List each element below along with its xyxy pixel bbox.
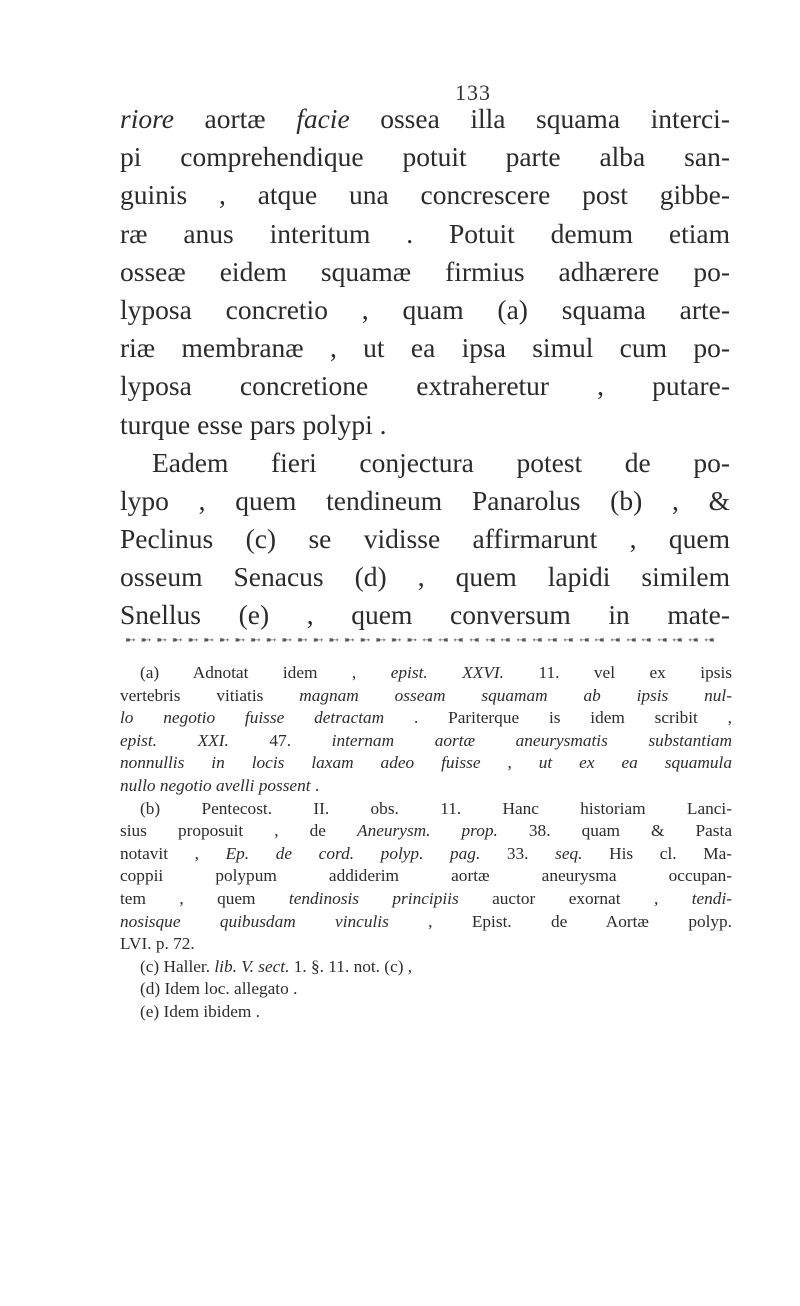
footnote-line: tem , quem tendinosis principiis auctor exornat , tendi- bbox=[120, 888, 732, 908]
text-line: pi comprehendique potuit parte alba san- bbox=[120, 141, 730, 173]
ornament-glyph: ➸ bbox=[469, 633, 480, 647]
ornament-glyph: ➸ bbox=[328, 633, 340, 647]
footnote-line: epist. XXI. 47. internam aortæ aneurysmatis substantiam bbox=[120, 730, 732, 750]
ornament-glyph: ➸ bbox=[125, 633, 136, 647]
ornament-glyph: ➸ bbox=[516, 633, 527, 647]
footnote-e: (e) Idem ibidem . bbox=[140, 1001, 260, 1021]
text-line: turque esse pars polypi . bbox=[120, 408, 387, 440]
ornament-glyph: ➸ bbox=[422, 633, 434, 647]
footnotes bbox=[120, 662, 732, 1024]
footnote-line: LVI. p. 72. bbox=[120, 934, 195, 954]
footnote-line: sius proposuit , de Aneurysm. prop. 38. quam & Pasta bbox=[120, 821, 732, 841]
ornament-glyph: ➸ bbox=[547, 633, 559, 647]
ornament-glyph: ➸ bbox=[203, 633, 215, 647]
ornament-divider bbox=[125, 633, 715, 647]
text-line: guinis , atque una concrescere post gibbe- bbox=[120, 179, 730, 211]
text-line: Peclinus (c) se vidisse affirmarunt , quem bbox=[120, 523, 730, 555]
ornament-glyph: ➸ bbox=[156, 633, 168, 647]
ornament-glyph: ➸ bbox=[703, 633, 715, 647]
ornament-glyph: ➸ bbox=[343, 633, 355, 647]
footnote-b: (b) Pentecost. II. obs. 11. Hanc historiam Lanci- bbox=[140, 798, 732, 818]
footnote-line: nonnullis in locis laxam adeo fuisse , ut ex ea squamula bbox=[120, 753, 732, 773]
page-number: 133 bbox=[455, 80, 491, 105]
footnote-line: lo negotio fuisse detractam . Pariterque is idem scribit , bbox=[120, 708, 732, 728]
ornament-glyph: ➸ bbox=[390, 633, 402, 647]
ornament-glyph: ➸ bbox=[484, 633, 496, 647]
text-line: osseæ eidem squamæ firmius adhærere po- bbox=[120, 255, 730, 287]
text-line: Eadem fieri conjectura potest de po- bbox=[152, 446, 730, 478]
ornament-glyph: ➸ bbox=[265, 633, 277, 647]
ornament-glyph: ➸ bbox=[234, 633, 246, 647]
ornament-glyph: ➸ bbox=[562, 633, 574, 647]
main-text bbox=[120, 100, 730, 635]
ornament-glyph: ➸ bbox=[140, 633, 152, 647]
footnote-a: (a) Adnotat idem , epist. XXVI. 11. vel ex ipsis bbox=[140, 663, 732, 682]
ornament-glyph: ➸ bbox=[297, 633, 308, 647]
ornament-glyph: ➸ bbox=[437, 633, 449, 647]
ornament-glyph: ➸ bbox=[375, 633, 387, 647]
ornament-glyph: ➸ bbox=[187, 633, 199, 647]
text-line: osseum Senacus (d) , quem lapidi similem bbox=[120, 561, 730, 593]
ornament-glyph: ➸ bbox=[218, 633, 230, 647]
ornament-glyph: ➸ bbox=[453, 633, 465, 647]
ornament-glyph: ➸ bbox=[625, 633, 637, 647]
ornament-glyph: ➸ bbox=[672, 633, 684, 647]
ornament-glyph: ➸ bbox=[688, 633, 699, 647]
text-line: lyposa concretione extraheretur , putare- bbox=[120, 370, 730, 402]
text-line: riore aortæ facie ossea illa squama interci- bbox=[120, 103, 730, 134]
ornament-glyph: ➸ bbox=[609, 633, 621, 647]
ornament-glyph: ➸ bbox=[359, 633, 371, 647]
text-line: riæ membranæ , ut ea ipsa simul cum po- bbox=[120, 332, 730, 364]
ornament-glyph: ➸ bbox=[500, 633, 512, 647]
ornament-glyph: ➸ bbox=[171, 633, 183, 647]
ornament-glyph: ➸ bbox=[594, 633, 606, 647]
ornament-glyph: ➸ bbox=[641, 633, 653, 647]
ornament-glyph: ➸ bbox=[250, 633, 262, 647]
ornament-glyph: ➸ bbox=[406, 633, 418, 647]
footnote-line: nullo negotio avelli possent . bbox=[120, 775, 320, 795]
ornament-glyph: ➸ bbox=[656, 633, 668, 647]
ornament-glyph: ➸ bbox=[312, 633, 324, 647]
footnote-line: vertebris vitiatis magnam osseam squamam ab ipsis nul- bbox=[120, 685, 732, 705]
text-line: ræ anus interitum . Potuit demum etiam bbox=[120, 217, 730, 249]
footnote-line: nosisque quibusdam vinculis , Epist. de Aortæ polyp. bbox=[120, 911, 733, 931]
footnote-line: notavit , Ep. de cord. polyp. pag. 33. seq. His cl. Ma- bbox=[120, 843, 732, 863]
footnote-d: (d) Idem loc. allegato . bbox=[140, 979, 298, 999]
ornament-glyph: ➸ bbox=[578, 633, 590, 647]
ornament-glyph: ➸ bbox=[531, 633, 543, 647]
text-line: Snellus (e) , quem conversum in mate- bbox=[120, 599, 730, 631]
ornament-glyph: ➸ bbox=[281, 633, 293, 647]
footnote-line: coppii polypum addiderim aortæ aneurysma occupan- bbox=[120, 866, 732, 886]
footnote-c: (c) Haller. lib. V. sect. 1. §. 11. not. (c) , bbox=[140, 956, 413, 976]
text-line: lypo , quem tendineum Panarolus (b) , & bbox=[120, 484, 730, 516]
text-line: lyposa concretio , quam (a) squama arte- bbox=[120, 293, 730, 325]
